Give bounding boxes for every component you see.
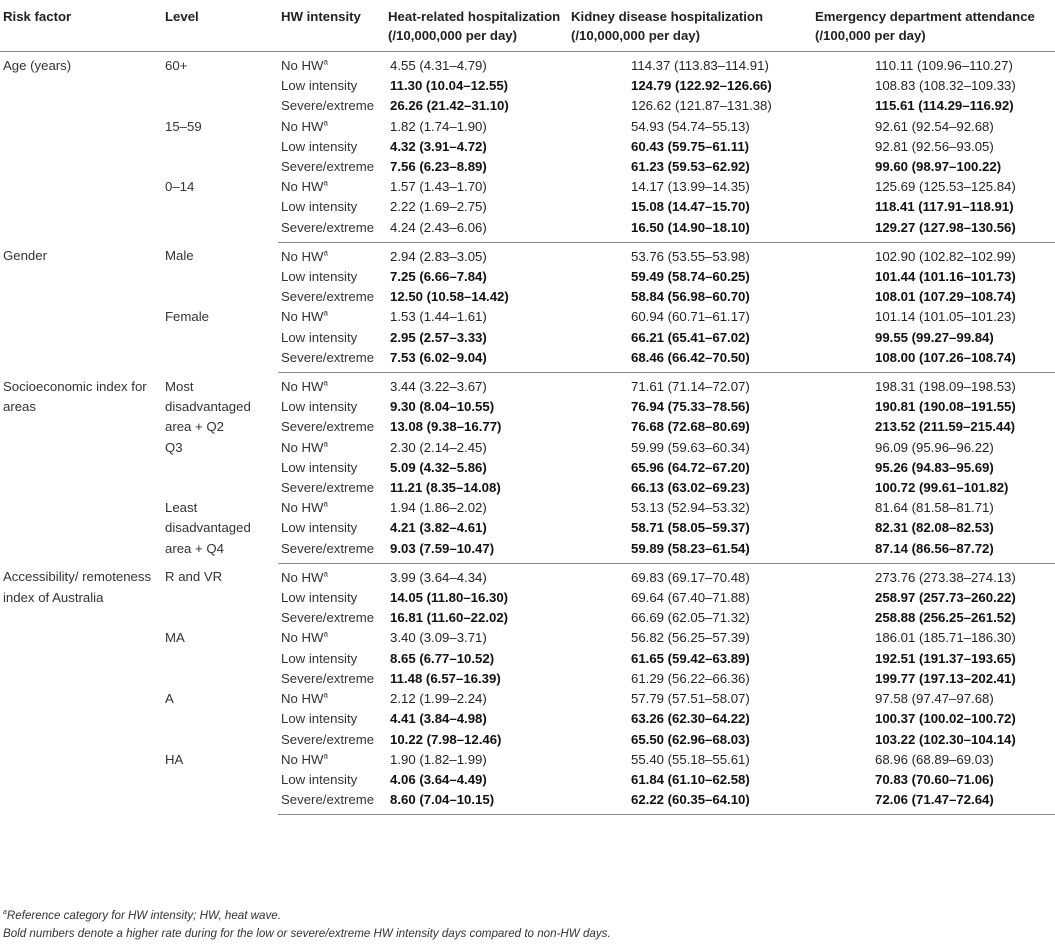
ed-value: 102.90 (102.82–102.99): [875, 248, 1016, 264]
hw-intensity-cell: [278, 518, 388, 538]
footnote-reference-text: Reference category for HW intensity; HW, heat wave.: [6, 909, 281, 922]
kidney-value: 66.21 (65.41–67.02): [631, 329, 750, 345]
hw-intensity-label: No HW: [281, 118, 324, 134]
header-heat-related: Heat-related hospitalization (/10,000,000 per day): [388, 6, 571, 52]
table-row: [0, 242, 1055, 267]
header-kidney: Kidney disease hospitalization (/10,000,000 per day): [571, 6, 815, 52]
table-body: [0, 52, 1055, 815]
level-cell: Most disadvantaged area + Q2: [165, 378, 251, 434]
hw-intensity-label: Low intensity: [281, 269, 358, 285]
hw-intensity-cell: [278, 649, 388, 669]
heat-related-value: 4.06 (3.64–4.49): [390, 771, 487, 787]
ed-value: 258.88 (256.25–261.52): [875, 610, 1016, 626]
hw-intensity-cell: [278, 750, 388, 770]
kidney-value: 71.61 (71.14–72.07): [631, 379, 750, 395]
reference-marker: a: [323, 569, 328, 579]
hw-intensity-label: Low intensity: [281, 650, 358, 666]
heat-related-value: 16.81 (11.60–22.02): [390, 610, 509, 626]
kidney-value: 68.46 (66.42–70.50): [571, 348, 815, 373]
reference-marker: a: [323, 499, 328, 509]
hw-intensity-label: Severe/extreme: [281, 98, 375, 114]
hw-intensity-cell: [278, 539, 388, 564]
ed-value: 70.83 (70.60–71.06): [875, 771, 994, 787]
ed-value: 100.37 (100.02–100.72): [875, 711, 1016, 727]
hw-intensity-cell: [278, 242, 388, 267]
heat-related-value: 2.30 (2.14–2.45): [390, 439, 487, 455]
ed-value: 108.01 (107.29–108.74): [875, 289, 1016, 305]
hw-intensity-cell: [278, 328, 388, 348]
heat-related-value: 9.03 (7.59–10.47): [388, 539, 571, 564]
ed-value: 199.77 (197.13–202.41): [875, 670, 1016, 686]
ed-value: 108.83 (108.32–109.33): [875, 78, 1016, 94]
ed-value: 96.09 (95.96–96.22): [875, 439, 994, 455]
hw-intensity-label: Low intensity: [281, 399, 358, 415]
hw-intensity-label: Low intensity: [281, 138, 358, 154]
ed-value: 82.31 (82.08–82.53): [875, 520, 994, 536]
hw-intensity-cell: [278, 96, 388, 116]
hw-intensity-cell: [278, 373, 388, 398]
kidney-value: 60.43 (59.75–61.11): [631, 138, 750, 154]
kidney-value: 76.94 (75.33–78.56): [631, 399, 750, 415]
level-cell: 0–14: [165, 179, 195, 195]
risk-factor-cell: Age (years): [3, 58, 72, 73]
ed-value: 115.61 (114.29–116.92): [875, 98, 1014, 114]
heat-related-value: 1.53 (1.44–1.61): [390, 309, 487, 325]
hw-intensity-cell: [278, 498, 388, 518]
hw-intensity-label: Low intensity: [281, 459, 358, 475]
hw-intensity-cell: [278, 197, 388, 217]
hw-intensity-label: Low intensity: [281, 590, 358, 606]
hw-intensity-label: Severe/extreme: [281, 610, 375, 626]
kidney-value: 66.69 (62.05–71.32): [631, 610, 750, 626]
hw-intensity-cell: [278, 157, 388, 177]
heat-related-value: 2.94 (2.83–3.05): [390, 248, 487, 264]
reference-marker: a: [323, 630, 328, 640]
ed-value: 92.61 (92.54–92.68): [875, 118, 994, 134]
hw-intensity-label: Low intensity: [281, 78, 358, 94]
level-cell: Female: [165, 309, 209, 325]
hw-intensity-label: Low intensity: [281, 771, 358, 787]
risk-factor-cell: Gender: [3, 248, 47, 264]
ed-value: 87.14 (86.56–87.72): [815, 539, 1055, 564]
hw-intensity-label: No HW: [281, 569, 324, 585]
kidney-value: 124.79 (122.92–126.66): [631, 78, 772, 94]
header-level: Level: [162, 6, 278, 52]
ed-value: 118.41 (117.91–118.91): [875, 199, 1014, 215]
kidney-value: 16.50 (14.90–18.10): [571, 218, 815, 243]
heat-related-value: 10.22 (7.98–12.46): [390, 731, 502, 747]
hw-intensity-cell: [278, 76, 388, 96]
heat-related-value: 13.08 (9.38–16.77): [390, 419, 502, 435]
hw-intensity-cell: [278, 287, 388, 307]
hw-intensity-label: Severe/extreme: [281, 670, 375, 686]
table-row: [0, 52, 1055, 77]
kidney-value: 66.13 (63.02–69.23): [631, 480, 750, 496]
hw-intensity-cell: [278, 348, 388, 373]
heat-related-value: 11.30 (10.04–12.55): [390, 78, 509, 94]
hw-intensity-cell: [278, 307, 388, 327]
kidney-value: 60.94 (60.71–61.17): [631, 309, 750, 325]
heat-related-value: 4.32 (3.91–4.72): [390, 138, 487, 154]
ed-value: 273.76 (273.38–274.13): [875, 569, 1016, 585]
kidney-value: 59.99 (59.63–60.34): [631, 439, 750, 455]
risk-factor-cell: Socioeconomic index for areas: [3, 378, 147, 414]
ed-value: 129.27 (127.98–130.56): [815, 218, 1055, 243]
hw-intensity-label: No HW: [281, 630, 324, 646]
hw-intensity-label: Severe/extreme: [281, 540, 375, 556]
heat-related-value: 1.57 (1.43–1.70): [390, 179, 487, 195]
footnote-bold: Bold numbers denote a higher rate during for the low or severe/extreme HW intensity days compared to non-HW days.: [3, 927, 611, 940]
hw-intensity-cell: [278, 790, 388, 815]
reference-marker: a: [323, 690, 328, 700]
level-cell: 15–59: [165, 118, 202, 134]
hw-intensity-cell: [278, 137, 388, 157]
heat-related-value: 1.82 (1.74–1.90): [390, 118, 487, 134]
heat-related-value: 1.90 (1.82–1.99): [390, 751, 487, 767]
hw-intensity-label: Low intensity: [281, 711, 358, 727]
reference-marker: a: [323, 378, 328, 388]
kidney-value: 53.76 (53.55–53.98): [631, 248, 750, 264]
hw-intensity-label: Severe/extreme: [281, 219, 375, 235]
hw-intensity-label: No HW: [281, 309, 324, 325]
hw-intensity-cell: [278, 689, 388, 709]
hw-intensity-cell: [278, 709, 388, 729]
ed-value: 101.14 (101.05–101.23): [875, 309, 1016, 325]
kidney-value: 58.84 (56.98–60.70): [631, 289, 750, 305]
heat-related-value: 26.26 (21.42–31.10): [390, 98, 509, 114]
level-cell: Q3: [165, 439, 183, 455]
level-cell: MA: [165, 630, 185, 646]
hw-intensity-label: Severe/extreme: [281, 792, 375, 808]
ed-value: 81.64 (81.58–81.71): [875, 500, 994, 516]
kidney-value: 126.62 (121.87–131.38): [631, 98, 772, 114]
kidney-value: 61.84 (61.10–62.58): [631, 771, 750, 787]
kidney-value: 63.26 (62.30–64.22): [631, 711, 750, 727]
kidney-value: 62.22 (60.35–64.10): [571, 790, 815, 815]
kidney-value: 59.89 (58.23–61.54): [571, 539, 815, 564]
footnote-reference: [3, 909, 281, 922]
heat-related-value: 4.55 (4.31–4.79): [390, 58, 487, 73]
ed-value: 108.00 (107.26–108.74): [815, 348, 1055, 373]
hw-intensity-label: No HW: [281, 379, 324, 395]
ed-value: 186.01 (185.71–186.30): [875, 630, 1016, 646]
kidney-value: 114.37 (113.83–114.91): [631, 58, 769, 73]
hw-intensity-label: No HW: [281, 439, 324, 455]
hw-intensity-label: No HW: [281, 500, 324, 516]
heat-related-value: 7.53 (6.02–9.04): [388, 348, 571, 373]
table-row: [0, 563, 1055, 588]
reference-marker: a: [323, 57, 328, 67]
kidney-value: 56.82 (56.25–57.39): [631, 630, 750, 646]
ed-value: 92.81 (92.56–93.05): [875, 138, 994, 154]
hw-intensity-cell: [278, 563, 388, 588]
kidney-value: 14.17 (13.99–14.35): [631, 179, 750, 195]
kidney-value: 61.65 (59.42–63.89): [631, 650, 750, 666]
heat-related-value: 12.50 (10.58–14.42): [390, 289, 509, 305]
kidney-value: 59.49 (58.74–60.25): [631, 269, 750, 285]
reference-marker: a: [323, 118, 328, 128]
hw-intensity-label: No HW: [281, 751, 324, 767]
hw-intensity-cell: [278, 117, 388, 137]
ed-value: 68.96 (68.89–69.03): [875, 751, 994, 767]
hw-intensity-cell: [278, 52, 388, 77]
ed-value: 198.31 (198.09–198.53): [875, 379, 1016, 395]
hw-intensity-label: Severe/extreme: [281, 349, 375, 365]
kidney-value: 15.08 (14.47–15.70): [631, 199, 750, 215]
hw-intensity-cell: [278, 458, 388, 478]
header-risk-factor: Risk factor: [0, 6, 162, 52]
kidney-value: 54.93 (54.74–55.13): [631, 118, 750, 134]
ed-value: 125.69 (125.53–125.84): [875, 179, 1016, 195]
hw-intensity-label: No HW: [281, 248, 324, 264]
ed-value: 99.55 (99.27–99.84): [875, 329, 994, 345]
heat-related-value: 3.40 (3.09–3.71): [390, 630, 487, 646]
hw-intensity-label: Severe/extreme: [281, 159, 375, 175]
ed-value: 99.60 (98.97–100.22): [875, 159, 1002, 175]
hw-intensity-label: Severe/extreme: [281, 419, 375, 435]
hw-intensity-cell: [278, 478, 388, 498]
hw-intensity-cell: [278, 608, 388, 628]
reference-marker: a: [323, 178, 328, 188]
hw-intensity-label: Severe/extreme: [281, 731, 375, 747]
level-cell: Least disadvantaged area + Q4: [165, 500, 251, 556]
hw-intensity-label: Severe/extreme: [281, 289, 375, 305]
ed-value: 192.51 (191.37–193.65): [875, 650, 1016, 666]
level-cell: A: [165, 691, 174, 707]
level-cell: Male: [165, 248, 194, 264]
kidney-value: 76.68 (72.68–80.69): [631, 419, 750, 435]
level-cell: R and VR: [165, 569, 223, 585]
hw-intensity-label: Severe/extreme: [281, 480, 375, 496]
ed-value: 103.22 (102.30–104.14): [875, 731, 1016, 747]
heat-related-value: 5.09 (4.32–5.86): [390, 459, 487, 475]
hw-intensity-cell: [278, 770, 388, 790]
ed-value: 190.81 (190.08–191.55): [875, 399, 1016, 415]
header-hw-intensity: HW intensity: [278, 6, 388, 52]
hw-intensity-label: Low intensity: [281, 520, 358, 536]
ed-value: 101.44 (101.16–101.73): [875, 269, 1016, 285]
ed-value: 95.26 (94.83–95.69): [875, 459, 994, 475]
hw-intensity-cell: [278, 588, 388, 608]
kidney-value: 53.13 (52.94–53.32): [631, 500, 750, 516]
heat-related-value: 4.41 (3.84–4.98): [390, 711, 487, 727]
kidney-value: 69.64 (67.40–71.88): [631, 590, 750, 606]
level-cell: HA: [165, 751, 184, 767]
heat-related-value: 11.48 (6.57–16.39): [390, 670, 501, 686]
hw-intensity-cell: [278, 438, 388, 458]
hw-intensity-label: No HW: [281, 58, 324, 73]
risk-factor-cell: Accessibility/ remoteness index of Australia: [3, 569, 152, 605]
ed-value: 72.06 (71.47–72.64): [815, 790, 1055, 815]
heat-related-value: 14.05 (11.80–16.30): [390, 590, 509, 606]
hw-intensity-label: No HW: [281, 691, 324, 707]
hw-intensity-cell: [278, 730, 388, 750]
reference-marker: a: [323, 248, 328, 258]
ed-value: 97.58 (97.47–97.68): [875, 691, 994, 707]
heat-related-value: 8.60 (7.04–10.15): [388, 790, 571, 815]
footnote-marker: a: [3, 909, 7, 917]
hw-intensity-cell: [278, 628, 388, 648]
heat-related-value: 7.25 (6.66–7.84): [390, 269, 487, 285]
ed-value: 110.11 (109.96–110.27): [875, 58, 1013, 73]
hw-intensity-cell: [278, 397, 388, 417]
kidney-value: 65.96 (64.72–67.20): [631, 459, 750, 475]
kidney-value: 69.83 (69.17–70.48): [631, 569, 750, 585]
ed-value: 213.52 (211.59–215.44): [875, 419, 1016, 435]
heat-related-value: 2.12 (1.99–2.24): [390, 691, 487, 707]
hw-intensity-label: No HW: [281, 179, 324, 195]
hw-intensity-cell: [278, 218, 388, 243]
level-cell: 60+: [165, 58, 188, 73]
heat-related-value: 11.21 (8.35–14.08): [390, 480, 501, 496]
heat-related-value: 3.44 (3.22–3.67): [390, 379, 487, 395]
kidney-value: 65.50 (62.96–68.03): [631, 731, 750, 747]
hw-intensity-cell: [278, 417, 388, 437]
kidney-value: 57.79 (57.51–58.07): [631, 691, 750, 707]
heat-related-value: 2.95 (2.57–3.33): [390, 329, 487, 345]
kidney-value: 61.29 (56.22–66.36): [631, 670, 750, 686]
ed-value: 100.72 (99.61–101.82): [875, 480, 1009, 496]
reference-marker: a: [323, 309, 328, 319]
kidney-value: 58.71 (58.05–59.37): [631, 520, 750, 536]
heat-related-value: 1.94 (1.86–2.02): [390, 500, 487, 516]
hw-intensity-cell: [278, 177, 388, 197]
reference-marker: a: [323, 751, 328, 761]
heat-related-value: 4.21 (3.82–4.61): [390, 520, 487, 536]
hw-intensity-cell: [278, 669, 388, 689]
hw-intensity-cell: [278, 267, 388, 287]
reference-marker: a: [323, 439, 328, 449]
heat-related-value: 4.24 (2.43–6.06): [388, 218, 571, 243]
hw-intensity-label: Low intensity: [281, 329, 358, 345]
header-ed: Emergency department attendance (/100,000 per day): [815, 6, 1055, 52]
heat-related-value: 3.99 (3.64–4.34): [390, 569, 487, 585]
heat-related-value: 9.30 (8.04–10.55): [390, 399, 495, 415]
heat-related-value: 2.22 (1.69–2.75): [390, 199, 487, 215]
heat-related-value: 7.56 (6.23–8.89): [390, 159, 487, 175]
results-table: [0, 6, 1055, 815]
ed-value: 258.97 (257.73–260.22): [875, 590, 1016, 606]
hw-intensity-label: Low intensity: [281, 199, 358, 215]
table-header: [0, 6, 1055, 52]
table-row: [0, 373, 1055, 398]
heat-related-value: 8.65 (6.77–10.52): [390, 650, 495, 666]
kidney-value: 55.40 (55.18–55.61): [631, 751, 750, 767]
kidney-value: 61.23 (59.53–62.92): [631, 159, 750, 175]
